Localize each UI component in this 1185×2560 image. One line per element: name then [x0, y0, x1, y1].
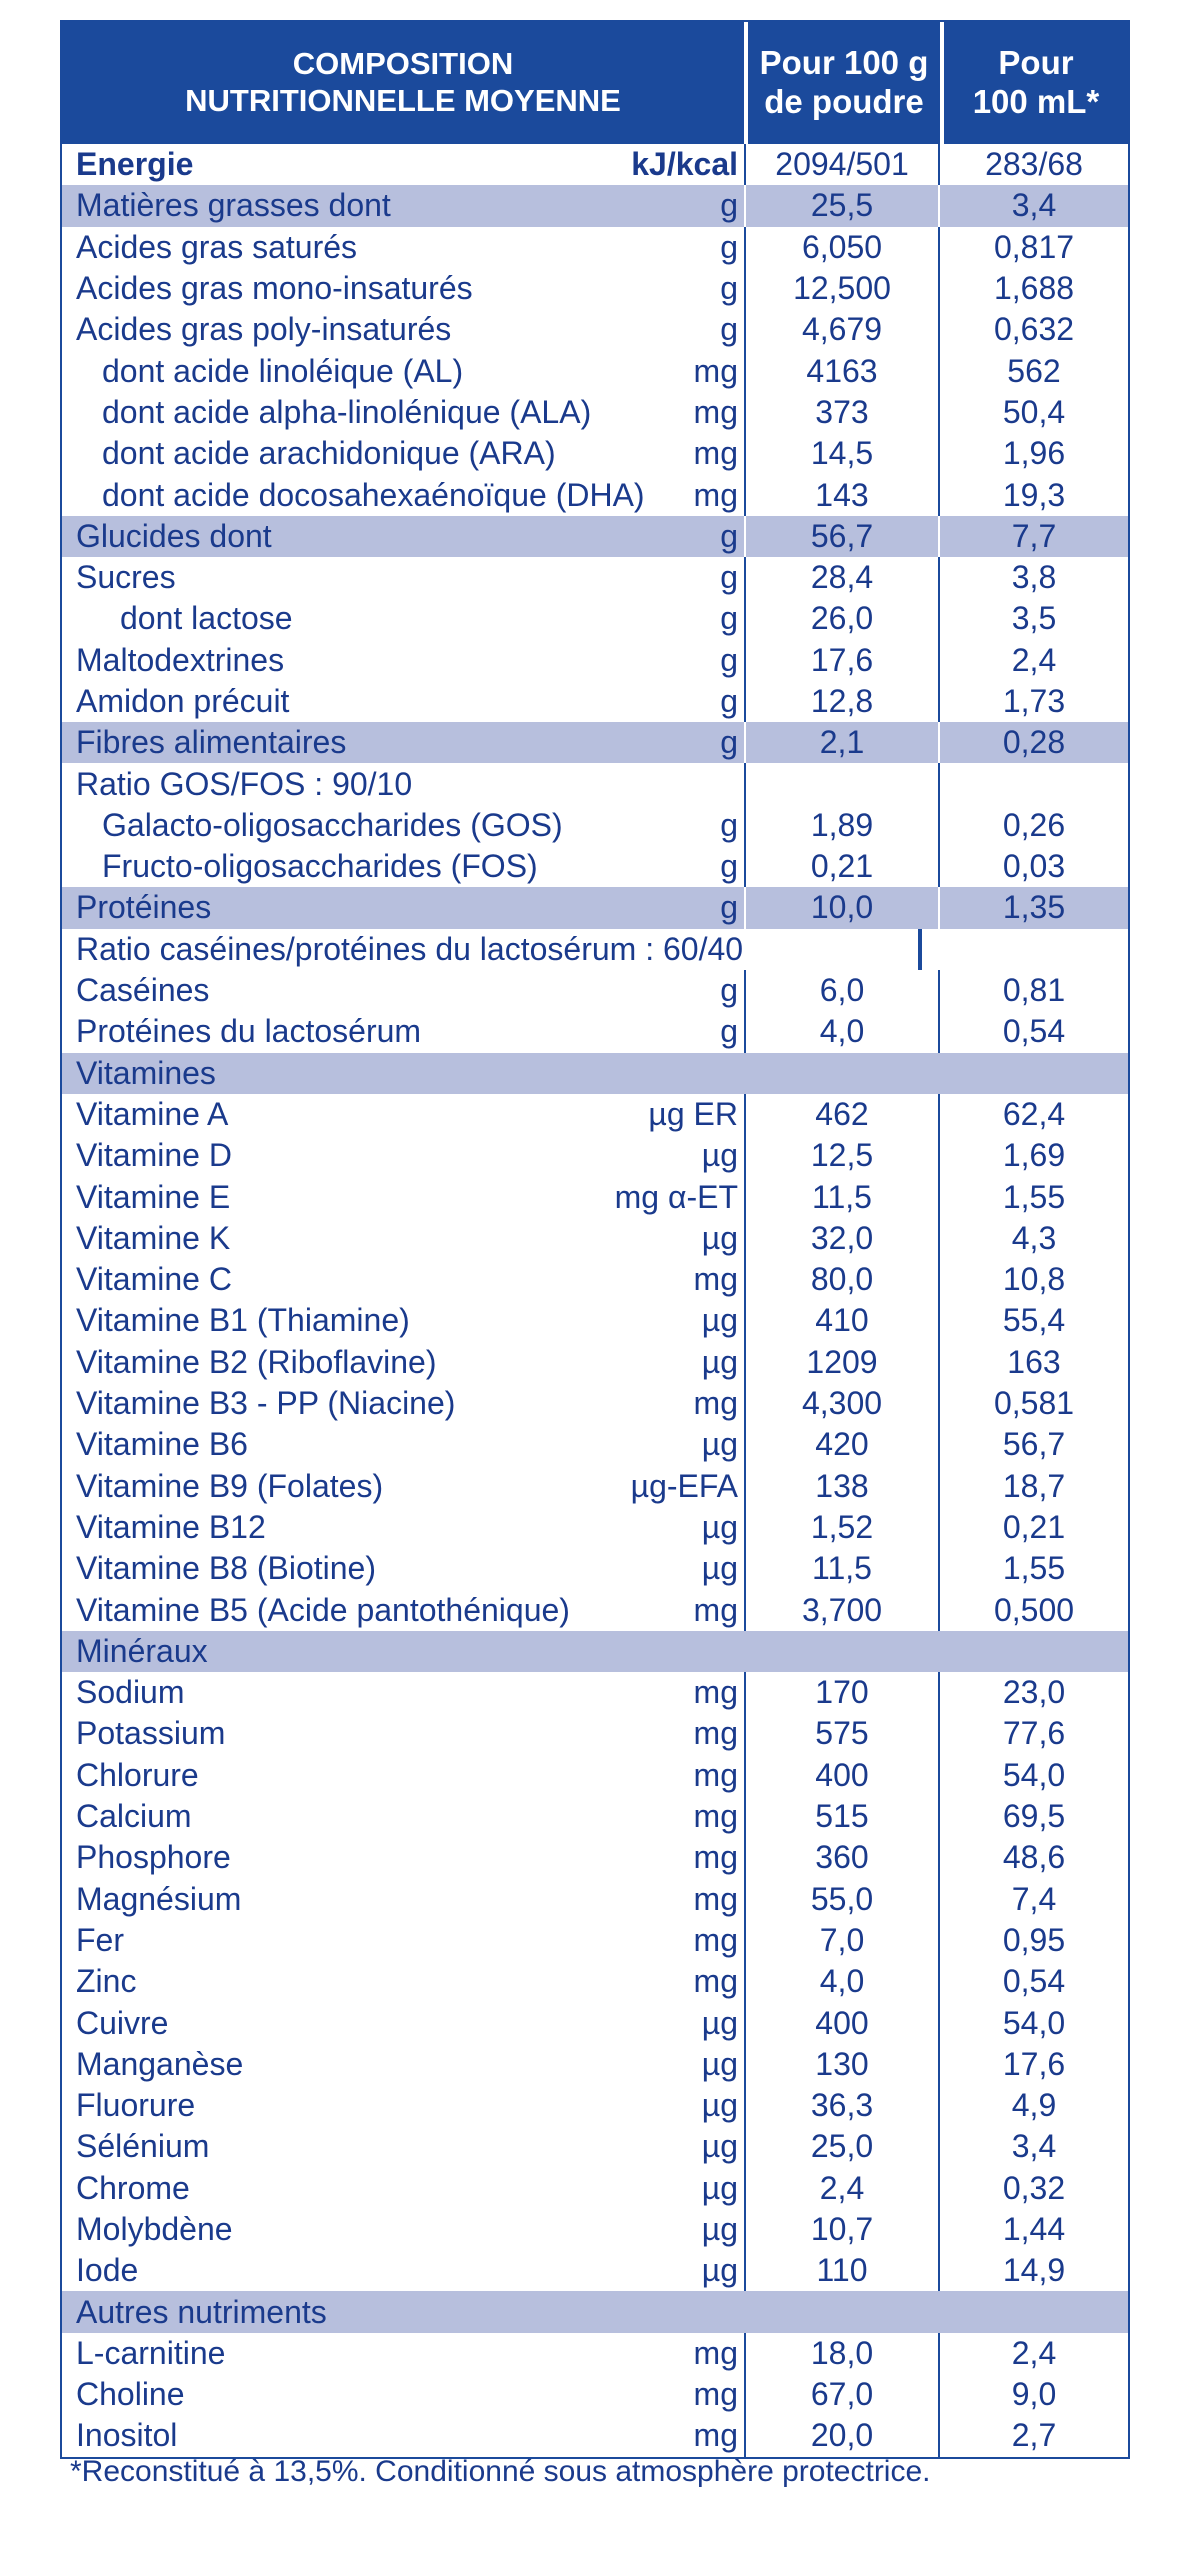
value-per-100ml: 77,6	[938, 1713, 1128, 1754]
value-per-100ml: 4,3	[938, 1218, 1128, 1259]
value-per-100g: 25,0	[744, 2126, 938, 2167]
nutrient-unit: mg	[693, 476, 738, 513]
value-per-100ml: 0,817	[938, 227, 1128, 268]
value-per-100g: 11,5	[744, 1176, 938, 1217]
value-per-100g: 0,21	[744, 846, 938, 887]
value-per-100g: 18,0	[744, 2333, 938, 2374]
value-per-100g: 14,5	[744, 433, 938, 474]
value-per-100ml: 55,4	[938, 1300, 1128, 1341]
value-per-100ml: 0,581	[938, 1383, 1128, 1424]
nutrient-label: Manganèse	[76, 2045, 244, 2082]
table-row	[62, 309, 1128, 350]
value-per-100ml: 0,632	[938, 309, 1128, 350]
nutrient-label: Fructo-oligosaccharides (FOS)	[102, 848, 538, 885]
nutrient-label: Galacto-oligosaccharides (GOS)	[102, 806, 563, 843]
nutrient-unit: µg	[701, 2087, 738, 2124]
value-per-100ml: 48,6	[938, 1837, 1128, 1878]
nutrient-unit: µg	[701, 1219, 738, 1256]
nutrient-unit: mg	[693, 393, 738, 430]
nutrient-label: Iode	[76, 2252, 139, 2289]
table-row	[62, 185, 1128, 226]
table-row	[62, 887, 1128, 928]
value-per-100g	[744, 1631, 936, 1672]
value-per-100ml	[936, 1053, 1128, 1094]
nutrient-unit: kJ/kcal	[631, 146, 738, 183]
value-per-100g: 10,0	[744, 887, 938, 928]
value-per-100ml: 3,4	[938, 185, 1128, 226]
nutrient-unit: g	[720, 889, 738, 926]
nutrient-unit: mg	[693, 1591, 738, 1628]
nutrient-label: Fluorure	[76, 2087, 196, 2124]
nutrient-label: Potassium	[76, 1715, 226, 1752]
nutrient-unit: mg	[693, 352, 738, 389]
nutrient-label: dont acide linoléique (AL)	[102, 352, 464, 389]
value-per-100ml: 23,0	[938, 1672, 1128, 1713]
table-row	[62, 1218, 1128, 1259]
value-per-100ml	[936, 2291, 1128, 2332]
nutrient-unit: g	[720, 641, 738, 678]
value-per-100ml: 7,4	[938, 1878, 1128, 1919]
value-per-100ml: 0,54	[938, 1961, 1128, 2002]
table-row	[62, 268, 1128, 309]
header-composition: COMPOSITION NUTRITIONNELLE MOYENNE	[185, 46, 621, 118]
table-row	[62, 970, 1128, 1011]
value-per-100g: 6,050	[744, 227, 938, 268]
table-row	[62, 2209, 1128, 2250]
table-header	[62, 22, 1128, 144]
value-per-100ml	[920, 929, 1128, 970]
nutrient-unit: g	[720, 187, 738, 224]
nutrient-label: Cuivre	[76, 2004, 169, 2041]
value-per-100ml: 56,7	[938, 1424, 1128, 1465]
value-per-100g: 4163	[744, 350, 938, 391]
nutrient-label: Caséines	[76, 972, 210, 1009]
table-row	[62, 433, 1128, 474]
table-row	[62, 2333, 1128, 2374]
nutrient-unit: g	[720, 311, 738, 348]
table-row	[62, 2085, 1128, 2126]
value-per-100g: 462	[744, 1094, 938, 1135]
table-row	[62, 598, 1128, 639]
nutrient-unit: µg	[701, 2252, 738, 2289]
value-per-100g: 138	[744, 1466, 938, 1507]
value-per-100g: 360	[744, 1837, 938, 1878]
nutrient-unit: g	[720, 806, 738, 843]
table-row	[62, 1796, 1128, 1837]
nutrient-label: Glucides dont	[76, 517, 272, 554]
header-per-100ml: Pour 100 mL*	[940, 22, 1128, 144]
value-per-100g: 4,0	[744, 1961, 938, 2002]
nutrient-unit: µg	[701, 2045, 738, 2082]
nutrient-unit: µg	[701, 2128, 738, 2165]
nutrient-label: Sélénium	[76, 2128, 210, 2165]
nutrient-unit: mg	[693, 1921, 738, 1958]
nutrient-label: dont acide alpha-linolénique (ALA)	[102, 393, 592, 430]
nutrient-unit: mg	[693, 1756, 738, 1793]
table-row	[62, 2126, 1128, 2167]
table-row	[62, 1589, 1128, 1630]
table-row	[62, 1837, 1128, 1878]
table-row	[62, 1961, 1128, 2002]
nutrient-unit: g	[720, 724, 738, 761]
nutrient-label: dont acide docosahexaénoïque (DHA)	[102, 476, 645, 513]
value-per-100ml: 1,55	[938, 1176, 1128, 1217]
value-per-100g: 4,679	[744, 309, 938, 350]
nutrient-unit: µg-EFA	[630, 1467, 738, 1504]
value-per-100ml: 1,69	[938, 1135, 1128, 1176]
nutrient-label: Matières grasses dont	[76, 187, 391, 224]
value-per-100ml: 7,7	[938, 516, 1128, 557]
nutrient-unit: µg	[701, 1550, 738, 1587]
nutrient-label: Amidon précuit	[76, 683, 290, 719]
table-row	[62, 1878, 1128, 1919]
nutrient-label: Molybdène	[76, 2210, 233, 2247]
value-per-100ml: 69,5	[938, 1796, 1128, 1837]
table-row	[62, 2374, 1128, 2415]
value-per-100ml: 1,688	[938, 268, 1128, 309]
nutrient-unit: µg ER	[648, 1095, 738, 1132]
value-per-100ml: 54,0	[938, 1755, 1128, 1796]
value-per-100g: 110	[744, 2250, 938, 2291]
nutrient-unit: µg	[701, 1426, 738, 1463]
table-row	[62, 681, 1128, 722]
table-row	[62, 474, 1128, 515]
table-row	[62, 805, 1128, 846]
nutrient-label: Maltodextrines	[76, 641, 285, 678]
nutrient-unit: g	[720, 600, 738, 637]
value-per-100g: 410	[744, 1300, 938, 1341]
table-row	[62, 1342, 1128, 1383]
value-per-100ml: 10,8	[938, 1259, 1128, 1300]
value-per-100g: 12,500	[744, 268, 938, 309]
nutrient-unit: g	[720, 517, 738, 554]
nutrient-unit: g	[720, 1013, 738, 1050]
nutrition-table	[60, 20, 1130, 2459]
nutrient-unit: mg	[693, 435, 738, 472]
value-per-100g: 56,7	[744, 516, 938, 557]
value-per-100ml: 0,32	[938, 2168, 1128, 2209]
nutrient-unit: g	[720, 848, 738, 885]
nutrient-label: Protéines du lactosérum	[76, 1013, 422, 1050]
value-per-100ml: 62,4	[938, 1094, 1128, 1135]
value-per-100ml: 0,54	[938, 1011, 1128, 1052]
nutrient-label: Fibres alimentaires	[76, 724, 347, 761]
nutrient-unit: µg	[701, 1137, 738, 1174]
nutrient-label: Vitamine B9 (Folates)	[76, 1467, 384, 1504]
footnote: *Reconstitué à 13,5%. Conditionné sous atmosphère protectrice.	[70, 2455, 931, 2488]
table-row	[62, 1135, 1128, 1176]
table-row	[62, 227, 1128, 268]
value-per-100ml: 9,0	[938, 2374, 1128, 2415]
table-row	[62, 516, 1128, 557]
table-row	[62, 1300, 1128, 1341]
value-per-100g: 2,4	[744, 2168, 938, 2209]
value-per-100g: 4,0	[744, 1011, 938, 1052]
nutrient-label: Vitamine B12	[76, 1508, 266, 1545]
nutrient-label: Magnésium	[76, 1880, 242, 1917]
nutrient-label: L-carnitine	[76, 2334, 226, 2371]
nutrient-label: Choline	[76, 2376, 185, 2413]
nutrient-label: Acides gras saturés	[76, 228, 358, 265]
nutrient-label: Vitamine B5 (Acide pantothénique)	[76, 1591, 570, 1628]
value-per-100g: 32,0	[744, 1218, 938, 1259]
table-row	[62, 1094, 1128, 1135]
nutrient-unit: g	[720, 972, 738, 1009]
value-per-100g: 36,3	[744, 2085, 938, 2126]
value-per-100ml: 2,4	[938, 640, 1128, 681]
value-per-100ml	[936, 1631, 1128, 1672]
table-row	[62, 1176, 1128, 1217]
value-per-100g: 170	[744, 1672, 938, 1713]
value-per-100ml: 1,44	[938, 2209, 1128, 2250]
value-per-100ml: 0,28	[938, 722, 1128, 763]
value-per-100ml: 0,03	[938, 846, 1128, 887]
value-per-100g: 67,0	[744, 2374, 938, 2415]
nutrient-unit: g	[720, 270, 738, 307]
value-per-100g: 1,52	[744, 1507, 938, 1548]
value-per-100g: 28,4	[744, 557, 938, 598]
table-row	[62, 1672, 1128, 1713]
value-per-100ml: 1,73	[938, 681, 1128, 722]
value-per-100g: 575	[744, 1713, 938, 1754]
nutrient-unit: mg	[693, 2376, 738, 2413]
nutrient-label: Acides gras poly-insaturés	[76, 311, 452, 348]
value-per-100g	[744, 763, 938, 804]
nutrient-label: Vitamine K	[76, 1219, 231, 1256]
value-per-100g: 6,0	[744, 970, 938, 1011]
nutrient-unit: µg	[701, 2004, 738, 2041]
nutrient-unit: mg	[693, 1261, 738, 1298]
value-per-100g: 420	[744, 1424, 938, 1465]
value-per-100ml: 2,4	[938, 2333, 1128, 2374]
table-row	[62, 1548, 1128, 1589]
value-per-100g: 400	[744, 2002, 938, 2043]
nutrient-label: Vitamine B8 (Biotine)	[76, 1550, 376, 1587]
nutrient-unit: mg	[693, 1385, 738, 1422]
value-per-100ml: 2,7	[938, 2415, 1128, 2456]
nutrient-label: Phosphore	[76, 1839, 231, 1876]
nutrient-label: Minéraux	[76, 1632, 208, 1669]
nutrient-label: Chlorure	[76, 1756, 199, 1793]
value-per-100g: 20,0	[744, 2415, 938, 2456]
table-row	[62, 144, 1128, 185]
value-per-100ml: 562	[938, 350, 1128, 391]
table-row	[62, 1259, 1128, 1300]
value-per-100ml: 18,7	[938, 1466, 1128, 1507]
table-row	[62, 763, 1128, 804]
value-per-100g: 55,0	[744, 1878, 938, 1919]
nutrient-unit: mg	[693, 1674, 738, 1711]
value-per-100g: 80,0	[744, 1259, 938, 1300]
value-per-100ml: 0,500	[938, 1589, 1128, 1630]
table-row	[62, 2250, 1128, 2291]
nutrient-unit: mg	[693, 1880, 738, 1917]
value-per-100ml: 0,21	[938, 1507, 1128, 1548]
value-per-100ml: 3,4	[938, 2126, 1128, 2167]
value-per-100g: 7,0	[744, 1920, 938, 1961]
value-per-100g: 3,700	[744, 1589, 938, 1630]
value-per-100g: 2,1	[744, 722, 938, 763]
section-header-row	[62, 1053, 1128, 1094]
nutrient-unit: µg	[701, 1508, 738, 1545]
nutrient-label: Ratio GOS/FOS : 90/10	[76, 765, 413, 802]
nutrient-unit: mg	[693, 2334, 738, 2371]
nutrient-label: Vitamine C	[76, 1261, 232, 1298]
nutrient-label: Acides gras mono-insaturés	[76, 270, 473, 307]
value-per-100g: 515	[744, 1796, 938, 1837]
nutrient-label: Vitamine B3 - PP (Niacine)	[76, 1385, 456, 1422]
nutrient-label: dont acide arachidonique (ARA)	[102, 435, 556, 472]
nutrient-label: Vitamine B6	[76, 1426, 248, 1463]
value-per-100ml: 14,9	[938, 2250, 1128, 2291]
value-per-100g: 12,8	[744, 681, 938, 722]
table-row	[62, 1507, 1128, 1548]
value-per-100g: 17,6	[744, 640, 938, 681]
nutrient-label: Vitamine B2 (Riboflavine)	[76, 1343, 437, 1380]
value-per-100g: 373	[744, 392, 938, 433]
nutrient-label: Autres nutriments	[76, 2293, 327, 2330]
table-row	[62, 846, 1128, 887]
nutrient-label: Fer	[76, 1921, 124, 1958]
value-per-100ml: 1,96	[938, 433, 1128, 474]
value-per-100g: 12,5	[744, 1135, 938, 1176]
value-per-100g	[744, 1053, 936, 1094]
value-per-100g: 26,0	[744, 598, 938, 639]
table-row	[62, 1383, 1128, 1424]
nutrient-label: Vitamine A	[76, 1095, 229, 1132]
value-per-100ml: 163	[938, 1342, 1128, 1383]
section-header-row	[62, 2291, 1128, 2332]
nutrient-unit: mg	[693, 1715, 738, 1752]
value-per-100g: 25,5	[744, 185, 938, 226]
nutrient-unit: µg	[701, 2169, 738, 2206]
nutrient-unit: µg	[701, 2210, 738, 2247]
value-per-100g: 1,89	[744, 805, 938, 846]
nutrient-unit: mg α-ET	[614, 1178, 738, 1215]
nutrient-label: Sucres	[76, 559, 176, 596]
nutrient-unit: g	[720, 228, 738, 265]
nutrient-unit: mg	[693, 1839, 738, 1876]
value-per-100ml	[938, 763, 1128, 804]
table-row	[62, 392, 1128, 433]
nutrient-label: Sodium	[76, 1674, 185, 1711]
value-per-100ml: 50,4	[938, 392, 1128, 433]
value-per-100g: 4,300	[744, 1383, 938, 1424]
nutrient-label: Chrome	[76, 2169, 190, 2206]
nutrient-label: Energie	[76, 146, 194, 183]
value-per-100ml: 3,8	[938, 557, 1128, 598]
value-per-100g: 2094/501	[744, 144, 938, 185]
table-row	[62, 640, 1128, 681]
value-per-100ml: 0,26	[938, 805, 1128, 846]
table-row	[62, 2002, 1128, 2043]
table-row	[62, 1920, 1128, 1961]
value-per-100ml: 19,3	[938, 474, 1128, 515]
value-per-100g	[744, 2291, 936, 2332]
value-per-100ml: 1,35	[938, 887, 1128, 928]
nutrient-label: dont lactose	[120, 600, 293, 637]
value-per-100ml: 0,95	[938, 1920, 1128, 1961]
nutrient-unit: mg	[693, 1963, 738, 2000]
table-row	[62, 1713, 1128, 1754]
nutrient-label: Vitamines	[76, 1054, 216, 1091]
nutrient-label: Ratio caséines/protéines du lactosérum : 60/40	[76, 930, 744, 967]
table-row	[62, 1755, 1128, 1796]
table-row	[62, 350, 1128, 391]
value-per-100ml: 54,0	[938, 2002, 1128, 2043]
value-per-100g: 11,5	[744, 1548, 938, 1589]
value-per-100ml: 3,5	[938, 598, 1128, 639]
nutrient-label: Protéines	[76, 889, 212, 926]
value-per-100g: 1209	[744, 1342, 938, 1383]
nutrient-label: Calcium	[76, 1798, 192, 1835]
value-per-100g: 10,7	[744, 2209, 938, 2250]
section-header-row	[62, 1631, 1128, 1672]
nutrient-label: Inositol	[76, 2417, 178, 2454]
table-row	[62, 929, 1128, 970]
value-per-100ml: 1,55	[938, 1548, 1128, 1589]
nutrient-unit: µg	[701, 1343, 738, 1380]
table-row	[62, 2168, 1128, 2209]
value-per-100ml: 283/68	[938, 144, 1128, 185]
table-row	[62, 1466, 1128, 1507]
value-per-100g: 400	[744, 1755, 938, 1796]
nutrient-unit: mg	[693, 1798, 738, 1835]
nutrient-label: Vitamine B1 (Thiamine)	[76, 1302, 410, 1339]
nutrient-unit: mg	[693, 2417, 738, 2454]
value-per-100g: 143	[744, 474, 938, 515]
table-row	[62, 2415, 1128, 2456]
nutrient-unit: µg	[701, 1302, 738, 1339]
value-per-100g: 130	[744, 2044, 938, 2085]
nutrient-label: Zinc	[76, 1963, 137, 2000]
value-per-100ml: 0,81	[938, 970, 1128, 1011]
table-body	[62, 144, 1128, 2457]
nutrient-unit: g	[720, 559, 738, 596]
nutrient-unit: g	[720, 683, 738, 719]
value-per-100ml: 17,6	[938, 2044, 1128, 2085]
table-row	[62, 722, 1128, 763]
table-row	[62, 557, 1128, 598]
nutrient-label: Vitamine E	[76, 1178, 231, 1215]
table-row	[62, 1011, 1128, 1052]
value-per-100ml: 4,9	[938, 2085, 1128, 2126]
table-row	[62, 1424, 1128, 1465]
table-row	[62, 2044, 1128, 2085]
header-per-100g: Pour 100 g de poudre	[744, 22, 940, 144]
nutrient-label: Vitamine D	[76, 1137, 232, 1174]
